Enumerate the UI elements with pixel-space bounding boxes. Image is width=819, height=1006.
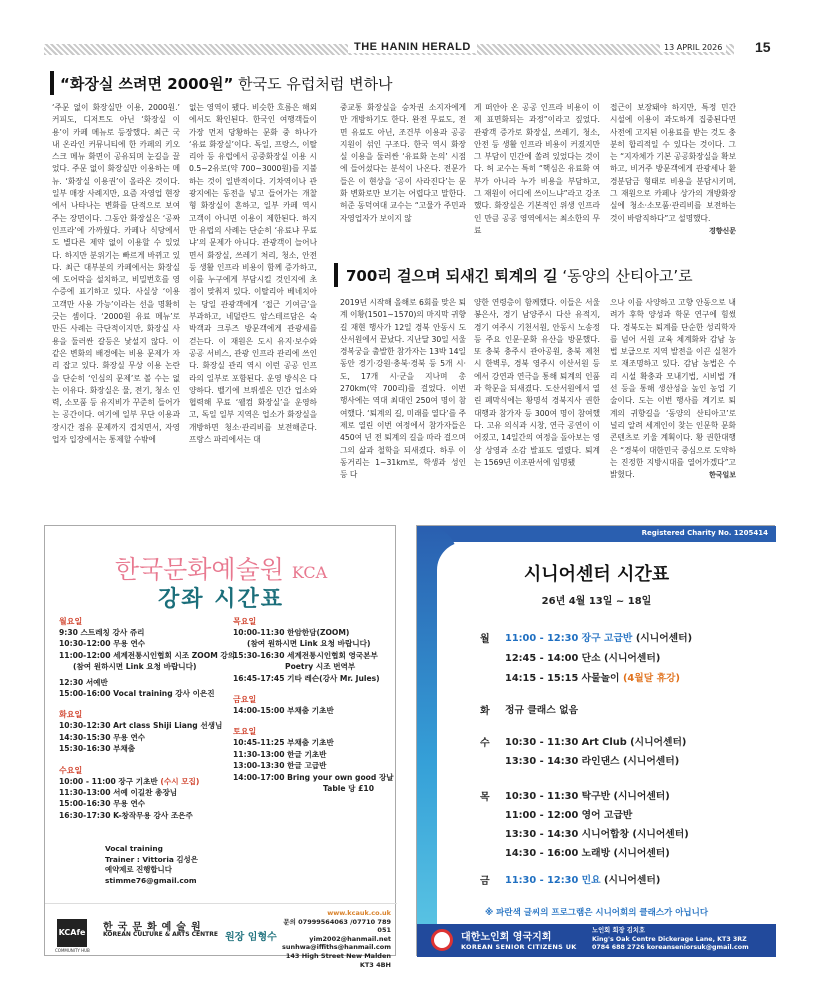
senior-address: 노인회 회장 김치호 King's Oak Centre Dickerage Lane, KT3 3RZ 0784 688 2726 koreanseniorsuk@gmail.com: [592, 927, 749, 952]
kca-line: 14:30-15:30 무용 연수: [59, 732, 146, 742]
kca-line: 9:30 스트레칭 강사 쥬리: [59, 628, 145, 637]
senior-line: 정규 클래스 없음: [505, 705, 579, 716]
senior-date-range: 26년 4월 13일 ~ 18일: [541, 596, 652, 607]
senior-org-korean: 대한노인회 영국지회: [461, 932, 552, 943]
kca-line: 11:30-13:00 서예 이길찬 총장님: [59, 788, 178, 798]
kca-line: 14:00-15:00 부채춤 기초반: [233, 706, 334, 716]
senior-day: 화: [480, 706, 490, 717]
kca-footer: [45, 903, 397, 969]
article2-headline: 700리 걸으며 되새긴 퇴계의 길 ‘동양의 산티아고’로: [346, 267, 693, 285]
senior-day: 월: [480, 634, 490, 645]
kca-day: 목요일: [233, 617, 257, 626]
page-number: 15: [755, 39, 771, 55]
kca-line: 10:00 - 11:00 장구 기초반 (수시 모집): [59, 776, 200, 786]
senior-center-advertisement: [416, 525, 775, 956]
kca-day: 금요일: [233, 695, 257, 705]
senior-day: 목: [480, 792, 490, 803]
kca-line: 14:00-17:00 Bring your own good 장날: [233, 772, 394, 782]
kca-day: 토요일: [233, 727, 257, 737]
article1-col-1: ‘주문 없이 화장실만 이용, 2000원.’ 커피도, 디저트도 아닌 ‘화장실 이용’이 카페 메뉴로 등장했다. 최근 국내 온라인 커뮤니티에 한 카페의 키오스크 메뉴 화면이 공유되며 눈길을 끌었다. 주문 없이 화장실만 이용하는 메뉴. ‘화장실 이용권’이 올라온 것이다. 일부 매장 사례지만, 요즘 자영업 현장에서 나타나는 변화를 단적으로 보여주는 장면이다. 그동안 화장실은 ‘공짜 인프라’에 가까웠다. 카페나 식당에서도 별다른 제약 없이 이용할 수 있었다. 하지만 분위기는 빠르게 바뀌고 있다. 최근 대부분의 카페에서는 화장실에 도어락을 설치하고, 비밀번호를 영수증에 표기하고 있다. 사실상 ‘이용 고객만 사용 가능’이라는 선을 명확히 긋는 셈이다. ‘2000원 유료 메뉴’로 만든 사례는 극단적이지만, 화장실 사용을 둘러싼 갈등은 낯설지 않다. 이 같은 변화의 배경에는 비용 문제가 자리 잡고 있다. 화장실 무상 이용 논란을 단순히 ‘인심의 문제’로 볼 수는 없는 이유다. 화장실은 물, 전기, 청소 인력, 소모품 등 유지비가 꾸준히 들어가는 공간이다. 여기에 일부 무단 이용과 장시간 점유 문제까지 겹치면서, 자영업자 입장에서는 통제할 수밖에: [52, 103, 180, 445]
kcafe-logo: KCAfe: [57, 919, 87, 947]
kca-day: 월요일: [59, 617, 83, 626]
senior-footer: [417, 924, 776, 957]
kca-director: 원장 임형수: [225, 932, 277, 943]
kca-line: Table 당 £10: [323, 784, 374, 794]
kca-line: (참여 원하시면 Link 요청 바랍니다): [247, 639, 371, 649]
senior-charity-number: Registered Charity No. 1205414: [641, 529, 768, 537]
article1-col-4: 게 떠안아 온 공공 인프라 비용이 이제 표면화되는 과정”이라고 짚었다. 관광객 증가로 화장실, 쓰레기, 청소, 안전 등 생활 인프라 비용이 커졌지만 그 부담이 민간에 쏠려 있었다는 것이다. 허 교수는 특히 “핵심은 유료화 여부가 아니라 누가 비용을 부담하고, 그 재원이 어디에 쓰이느냐”라고 강조했다. 화장실은 기본적인 위생 인프라인 만큼 공공 영역에서는 최소한의 무료: [474, 103, 600, 235]
kca-schedule-left: [59, 612, 249, 821]
kca-org-korean: 한국문화예술원: [103, 922, 206, 933]
kca-subtitle: 강좌 시간표: [158, 586, 284, 612]
masthead: THE HANIN HERALD: [348, 41, 477, 53]
kca-line: 15:30-16:30 부채춤: [59, 744, 136, 754]
kca-day: 화요일: [59, 710, 83, 720]
kca-line: 15:00-16:30 무용 연수: [59, 799, 146, 809]
kca-line: 11:30-13:00 한글 기초반: [233, 749, 327, 759]
kca-line: 16:45-17:45 기타 레슨(강사 Mr. Jules): [233, 673, 380, 683]
senior-line: 12:45 - 14:00 단소 (시니어센터): [505, 653, 661, 664]
article2-col-3: 으나 이를 사양하고 고향 안동으로 내려가 후학 양성과 학문 연구에 힘썼다. 경북도는 퇴계를 단순한 성리학자를 넘어 서원 교육 체계화와 감남 농법 보급으로 지역 발전을 이끈 실천가로 재조명하고 있다. 감남 농법은 수리 시설 확충과 모내기법, 시비법 개선 등을 통해 생산성을 높인 농업 기술이다. 도는 이번 행사를 계기로 퇴계의 귀향길을 ‘동양의 산티아고’로 널리 알려 세계인이 찾는 인문학 문화 콘텐츠로 키울 계획이다. 황 권한대행은 “경북이 대한민국 중심으로 도약하는 진정한 지방시대를 열어가겠다”고 밝혔다. 한국일보: [610, 297, 736, 513]
kca-vocal-training: Vocal training Trainer : Vittoria 김성은 예약제로 진행합니다 stimme76@gmail.com: [105, 844, 198, 885]
senior-line: 13:30 - 14:30 시니어합창 (시니어센터): [505, 829, 689, 840]
senior-line: 11:30 - 12:30 민요 (시니어센터): [505, 875, 661, 886]
senior-line: 10:30 - 11:30 탁구반 (시니어센터): [505, 791, 670, 802]
kca-line: 16:30-17:30 K-창작무용 강사 조은주: [59, 810, 193, 820]
kca-line: 10:45-11:25 부채춤 기초반: [233, 738, 334, 748]
article2-col-1: 2019년 시작해 올해로 6회를 맞은 퇴계 이황(1501~1570)의 마지막 귀향길 재현 행사가 12일 경북 안동시 도산서원에서 끝났다. 지난달 30일 서울 경복궁을 출발한 참가자는 13박 14일 동안 경기·강원·충북·경북 등 5개 시·도, 17개 시·군을 지나며 총 270km(약 700리)를 걸었다. 이번 행사에는 역대 최대인 250여 명이 참여했다. ‘퇴계의 길, 미래를 열다’를 주제로 열린 이번 여정에서 참가자들은 450여 년 전 퇴계의 길을 따라 걸으며 그의 삶과 철학을 되새겼다. 하루 이동거리는 1~31km로, 학생과 성인 등 다: [340, 298, 466, 480]
headline-bar: [334, 263, 338, 287]
kca-line: Poetry 시조 번역부: [285, 662, 356, 672]
kca-title: 한국문화예술원 KCA: [114, 555, 328, 584]
headline-bar: [50, 71, 54, 95]
article1-col-2: 없는 영역이 됐다. 비슷한 흐름은 해외에서도 확인된다. 한국인 여행객들이 가장 먼저 당황하는 문화 중 하나가 ‘유료 화장실’이다. 독일, 프랑스, 이탈리아 등 유럽에서 공중화장실 이용 시 0.5~2유로(약 700~3000원)를 지불하는 것이 일반적이다. 기차역이나 관광지에는 동전을 넣고 들어가는 개찰형 화장실이 흔하고, 일부 카페 역시 고객이 아니면 이용이 제한된다. 하지만 유럽의 사례는 단순히 ‘유료냐 무료냐’의 문제가 아니다. 관광객이 늘어나면서 화장실, 쓰레기 처리, 청소, 안전 등 생활 인프라 비용이 함께 증가하고, 이를 누구에게 부담시킬 것인지에 초점이 맞춰져 있다. 이탈리아 베네치아는 당일 관광객에게 ‘접근 기여금’을 부과하고, 네덜란드 암스테르담은 숙박객과 크루즈 방문객에게 관광세를 걷는다. 이 재원은 도시 유지·보수와 공공 서비스, 관광 인프라 관리에 쓰인다. 화장실 관리 역시 이런 공공 인프라의 일부로 포함된다. 운영 방식은 다양하다. 벨기에 브뤼셀은 민간 업소와 협력해 무료 ‘웰컴 화장실’을 운영하고, 독일 일부 지역은 업소가 화장실을 개방하면 청소·관리비를 보전해준다. 프랑스 파리에서는 대: [189, 103, 317, 445]
issue-date: 13 APRIL 2026: [660, 43, 726, 52]
senior-org-english: KOREAN SENIOR CITIZENS UK: [461, 943, 577, 951]
article1-headline: “화장실 쓰려면 2000원” 한국도 유럽처럼 변하나: [60, 75, 393, 93]
kca-recruit-note: (수시 모집): [160, 776, 200, 786]
kca-website-link[interactable]: www.kcauk.co.uk: [327, 909, 391, 917]
kca-schedule-right: [233, 612, 395, 794]
kca-line: 15:30-16:30 세계전통시인협회 영국본부: [233, 650, 378, 660]
kca-line: 12:30 서예반: [59, 677, 108, 687]
kca-contact: www.kcauk.co.uk 문의 07999564063 /07710 789 051 yim2002@hanmail.net sunhwa@iffiths@hanmail.com 143 High Street New Malden KT3 4BH: [275, 909, 391, 969]
article1-credit: 경향신문: [708, 226, 736, 235]
senior-title: 시니어센터 시간표: [523, 564, 670, 585]
kca-line: 10:00-11:30 한암한담(ZOOM): [233, 628, 350, 637]
article2-credit: 한국일보: [708, 471, 736, 480]
senior-line: 14:30 - 16:00 노래방 (시니어센터): [505, 848, 670, 859]
senior-day: 금: [480, 876, 490, 887]
kca-line: 10:30-12:00 무용 연수: [59, 639, 146, 649]
senior-line: 11:00 - 12:30 장구 고급반 (시니어센터): [505, 633, 693, 644]
korea-emblem-icon: [431, 929, 453, 951]
article1-col-5: 접근이 보장돼야 하지만, 특정 민간 시설에 이용이 과도하게 집중된다면 사전에 고지된 이용료를 받는 것도 충분히 합리적일 수 있다는 것이다. 그는 “지자체가 기본 공공화장실을 확보하고, 비거주 방문객에게 관광세나 환경분담금 형태로 비용을 분담시키며, 그 재원으로 카페나 상가의 개방화장실에 청소·소모품·관리비를 보전하는 것이 바람직하다”고 설명했다. 경향신문: [610, 102, 736, 262]
senior-line: 11:00 - 12:00 영어 고급반: [505, 810, 633, 821]
senior-line: 13:30 - 14:30 라인댄스 (시니어센터): [505, 756, 680, 767]
kca-line: (참여 원하시면 Link 요청 바랍니다): [73, 662, 197, 672]
kca-line: 13:00-13:30 한글 고급반: [233, 761, 327, 771]
senior-line: 14:15 - 15:15 사물놀이 (4월달 휴강): [505, 673, 680, 684]
kca-day: 수요일: [59, 765, 83, 775]
kcafe-logo-sub: COMMUNITY HUB: [55, 948, 90, 953]
kca-line: 11:00-12:00 세계전통시인협회 시조 ZOOM 강의: [59, 650, 236, 660]
senior-line: 10:30 - 11:30 Art Club (시니어센터): [505, 737, 687, 748]
kca-advertisement: [44, 525, 396, 969]
senior-note: ※ 파란색 글씨의 프로그램은 시니어회의 클래스가 아닙니다: [484, 908, 709, 918]
article2-col-2: 양한 연령층이 함께했다. 이들은 서울 봉은사, 경기 남양주시 다산 유적지, 경기 여주시 기천서원, 안동시 노송정 등 주요 인문·문화 유산을 방문했다. 또 충북 충주시 관아공원, 충북 제천시 한벽루, 경북 영주시 이산서원 등에서 강연과 연극을 통해 퇴계의 인품과 학문을 되새겼다. 도산서원에서 열린 폐막식에는 황명석 경북지사 권한대행과 참가자 등 300여 명이 참여했다. 고유 의식과 시창, 연극 공연이 이어졌고, 14일간의 여정을 돌아보는 영상 상영과 소감 발표도 열렸다. 퇴계는 1569년 이조판서에 임명됐: [474, 298, 600, 467]
kca-line: 10:30-12:30 Art class Shiji Liang 선생님: [59, 721, 223, 731]
article1-col-3: 중교통 화장실을 승차권 소지자에게만 개방하기도 한다. 완전 무료도, 전면 유료도 아닌, 조건부 이용과 공공 지원이 섞인 구조다. 한국 역시 화장실 이용을 둘러싼 ‘유료화 논의’ 시점에 들어섰다는 분석이 나온다. 전문가들은 이 현상을 ‘공이 사라진다’는 문화 변화로만 보기는 어렵다고 말한다. 허준 동덕여대 교수는 “고물가 주민과 자영업자가 보이지 않: [340, 103, 466, 223]
senior-day: 수: [480, 738, 490, 749]
kca-org-english: KOREAN CULTURE & ARTS CENTRE: [103, 931, 218, 938]
kca-line: 15:00-16:00 Vocal training 강사 이은진: [59, 689, 215, 699]
